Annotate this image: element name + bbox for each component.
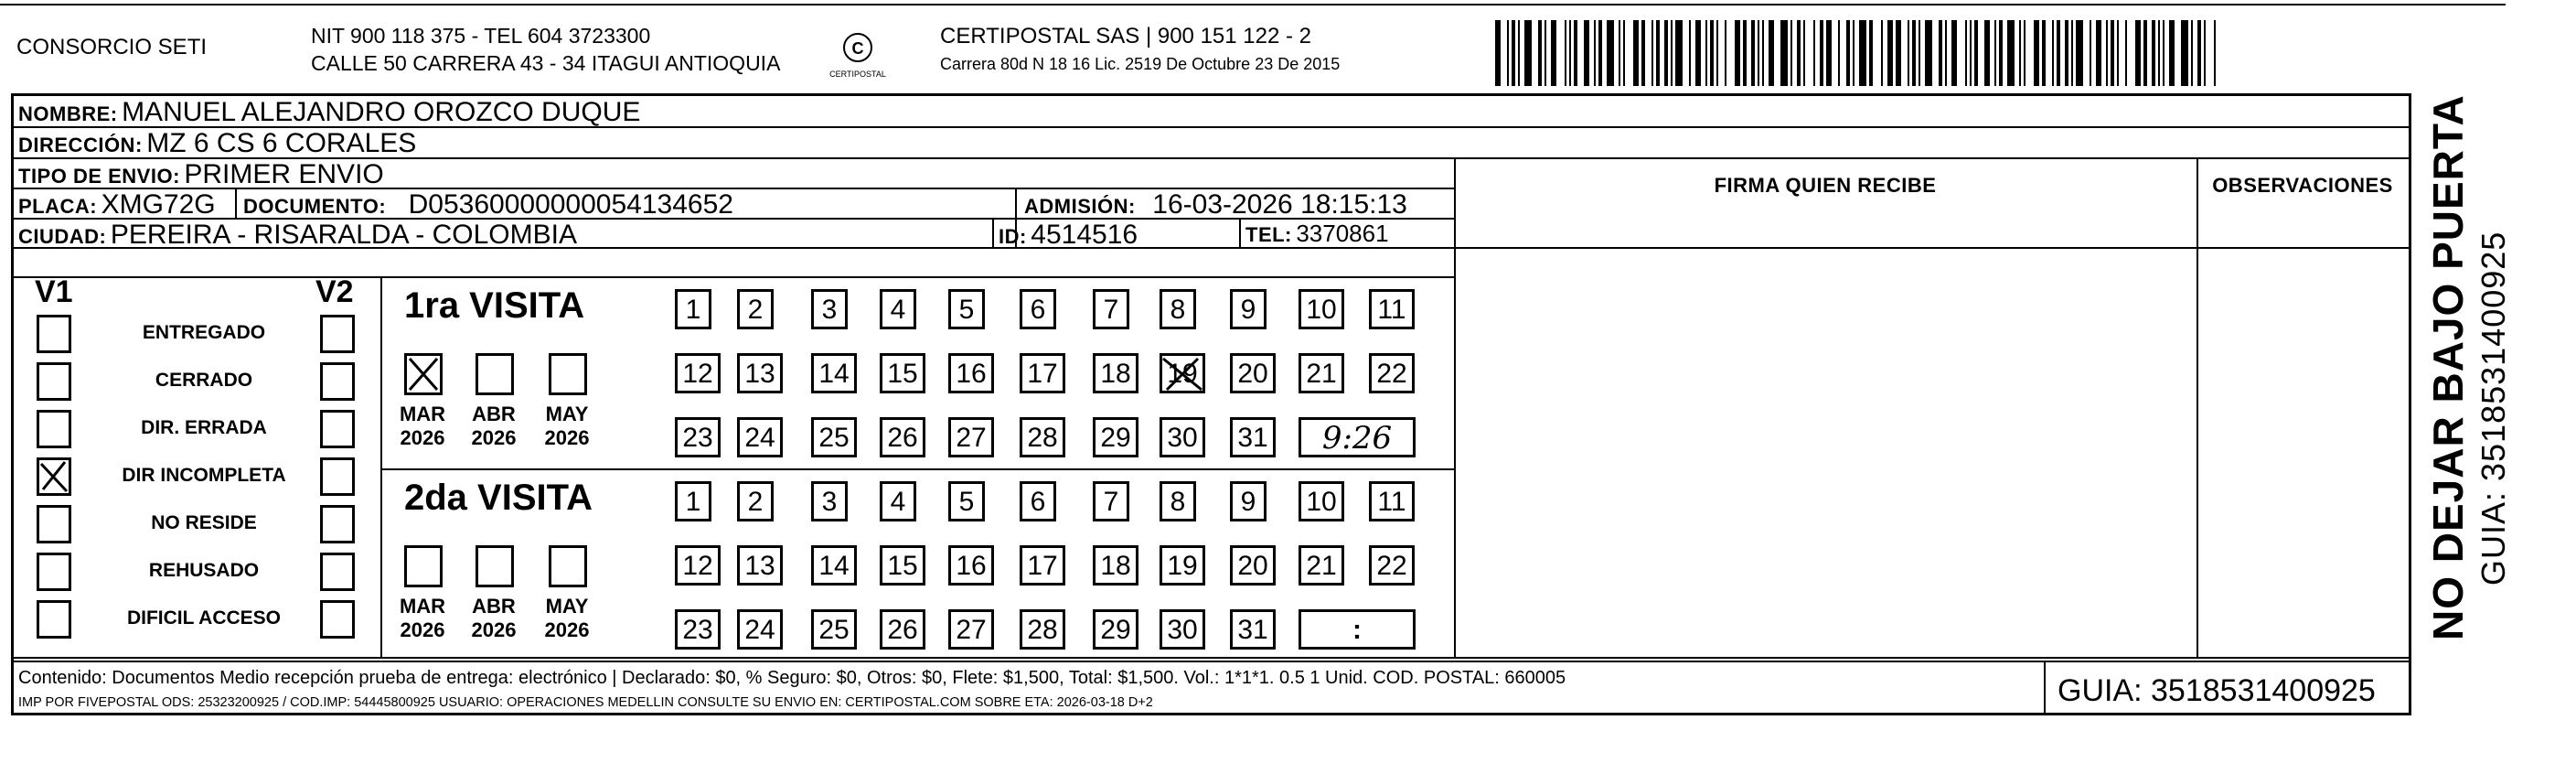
day-box[interactable]: 19 xyxy=(1160,353,1205,393)
row-divider xyxy=(11,661,2411,662)
day-box[interactable]: 6 xyxy=(1020,481,1056,521)
barcode-bar xyxy=(2034,20,2039,86)
v2-status-checkbox[interactable] xyxy=(320,362,355,401)
barcode-bar xyxy=(2090,20,2091,86)
barcode-bar xyxy=(2143,20,2147,86)
time-box[interactable]: 9:26 xyxy=(1299,417,1416,457)
barcode-bar xyxy=(2117,20,2119,86)
barcode-bar xyxy=(1512,20,1515,86)
month-checkbox[interactable] xyxy=(549,545,587,587)
barcode-bar xyxy=(1524,20,1532,86)
barcode-bar xyxy=(1826,20,1832,86)
city-value: PEREIRA - RISARALDA - COLOMBIA xyxy=(110,220,577,250)
barcode-bar xyxy=(1869,20,1873,86)
day-box[interactable]: 12 xyxy=(675,353,721,393)
barcode-bar xyxy=(1623,20,1625,86)
barcode-bar xyxy=(2125,20,2127,86)
barcode-bar xyxy=(1705,20,1707,86)
id-label: ID: xyxy=(999,225,1027,248)
admission-row xyxy=(1024,189,1407,220)
barcode-bar xyxy=(1619,20,1620,86)
day-box[interactable]: 15 xyxy=(880,545,925,586)
day-box[interactable]: 27 xyxy=(948,417,994,457)
barcode-bar xyxy=(2057,20,2060,86)
v2-label: V2 xyxy=(315,274,354,309)
barcode-bar xyxy=(2169,20,2175,86)
visit1-title: 1ra VISITA xyxy=(404,285,585,326)
address-value: MZ 6 CS 6 CORALES xyxy=(146,128,417,158)
name-label: NOMBRE: xyxy=(18,102,118,125)
day-box[interactable]: 31 xyxy=(1230,417,1276,457)
barcode-bar xyxy=(1551,20,1556,86)
address-row xyxy=(18,128,416,159)
barcode-bar xyxy=(1780,20,1788,86)
day-box[interactable]: 2 xyxy=(737,289,774,329)
barcode-bar xyxy=(1735,20,1740,86)
carrier-name: CERTIPOSTAL SAS | 900 151 122 - 2 xyxy=(940,24,1311,48)
day-box[interactable]: 17 xyxy=(1020,353,1065,393)
status-label: ENTREGADO xyxy=(142,322,266,343)
day-box[interactable]: 15 xyxy=(880,353,925,393)
day-box[interactable]: 3 xyxy=(811,289,848,329)
barcode-bar xyxy=(2181,20,2188,86)
status-label: REHUSADO xyxy=(148,560,260,581)
day-box[interactable]: 5 xyxy=(948,481,985,521)
month-checkbox[interactable] xyxy=(476,353,514,395)
day-box[interactable]: 1 xyxy=(675,289,711,329)
barcode-bar xyxy=(1965,20,1967,86)
day-box[interactable]: 20 xyxy=(1230,353,1276,393)
barcode-bar xyxy=(1999,20,2003,86)
day-box[interactable]: 23 xyxy=(675,417,721,457)
month-label xyxy=(466,403,521,450)
day-box[interactable]: 10 xyxy=(1299,289,1344,329)
day-box[interactable]: 12 xyxy=(675,545,721,586)
col-divider xyxy=(992,218,994,247)
day-box[interactable]: 16 xyxy=(948,545,994,586)
admission-value: 16-03-2026 18:15:13 xyxy=(1152,189,1407,220)
month-year: 2026 xyxy=(544,618,590,641)
barcode-bar xyxy=(1925,20,1932,86)
barcode-bar xyxy=(1820,20,1823,86)
day-box[interactable]: 14 xyxy=(811,545,857,586)
v1-status-checkbox[interactable] xyxy=(37,362,71,401)
day-box[interactable]: 23 xyxy=(675,609,721,650)
barcode-bar xyxy=(2163,20,2164,86)
send-type-value: PRIMER ENVIO xyxy=(184,159,384,189)
barcode-bar xyxy=(1689,20,1691,86)
barcode-bar xyxy=(1664,20,1668,86)
day-box[interactable]: 16 xyxy=(948,353,994,393)
barcode-bar xyxy=(1790,20,1792,86)
day-box[interactable]: 28 xyxy=(1020,417,1065,457)
month-checkbox[interactable] xyxy=(476,545,514,587)
month-label xyxy=(395,595,450,642)
day-box[interactable]: 29 xyxy=(1093,609,1138,650)
status-label: DIFICIL ACCESO xyxy=(126,607,281,629)
v2-status-checkbox[interactable] xyxy=(320,600,355,639)
day-box[interactable]: 30 xyxy=(1160,609,1205,650)
barcode-bar xyxy=(1574,20,1577,86)
day-box[interactable]: 22 xyxy=(1369,545,1415,586)
barcode-bar xyxy=(1495,20,1501,86)
barcode-bar xyxy=(1912,20,1916,86)
v1-status-checkbox[interactable] xyxy=(37,457,71,496)
day-box[interactable]: 31 xyxy=(1230,609,1276,650)
day-box[interactable]: 7 xyxy=(1093,289,1129,329)
time-box[interactable]: : xyxy=(1299,609,1416,650)
day-box[interactable]: 27 xyxy=(948,609,994,650)
footer-line2: IMP POR FIVEPOSTAL ODS: 25323200925 / COD.IMP: 54445800925 USUARIO: OPERACIONES MEDELLIN CONSULTE SU ENVIO EN: CERTIPOSTAL.COM SOBRE ETA: 2026-03-18 D+2 xyxy=(18,695,1153,710)
visit-divider xyxy=(380,468,1454,470)
barcode-bar xyxy=(1908,20,1909,86)
barcode-bar xyxy=(1584,20,1589,86)
day-box[interactable]: 1 xyxy=(675,481,711,521)
tel-row xyxy=(1245,220,1389,248)
day-box[interactable]: 21 xyxy=(1299,545,1344,586)
day-box[interactable]: 26 xyxy=(880,417,925,457)
day-box[interactable]: 25 xyxy=(811,417,857,457)
side-notice: NO DEJAR BAJO PUERTA xyxy=(2424,94,2472,640)
status-label: DIR. ERRADA xyxy=(141,417,267,438)
plate-label: PLACA: xyxy=(18,195,98,218)
month-checkbox[interactable] xyxy=(404,545,443,587)
month-checkbox[interactable] xyxy=(549,353,587,395)
barcode-bar xyxy=(1565,20,1566,86)
col-divider xyxy=(1239,218,1241,247)
document-value: D05360000000054134652 xyxy=(408,189,733,220)
day-box[interactable]: 19 xyxy=(1160,545,1205,586)
barcode-bar xyxy=(1607,20,1614,86)
month-name: MAR xyxy=(399,403,446,425)
tel-value: 3370861 xyxy=(1296,220,1389,247)
barcode-bar xyxy=(1853,20,1855,86)
barcode-bar xyxy=(2052,20,2054,86)
day-box[interactable]: 9 xyxy=(1230,481,1267,521)
city-label: CIUDAD: xyxy=(18,225,107,248)
day-box[interactable]: 18 xyxy=(1093,545,1138,586)
barcode-bar xyxy=(1769,20,1774,86)
id-value: 4514516 xyxy=(1031,220,1138,250)
barcode-bar xyxy=(2197,20,2201,86)
v1-status-checkbox[interactable] xyxy=(37,315,71,353)
plate-row xyxy=(18,189,216,220)
barcode-bar xyxy=(2007,20,2015,86)
barcode-bar xyxy=(1651,20,1653,86)
barcode-bar xyxy=(1695,20,1701,86)
day-box[interactable]: 30 xyxy=(1160,417,1205,457)
barcode-bar xyxy=(2096,20,2101,86)
v2-status-checkbox[interactable] xyxy=(320,410,355,448)
barcode-bar xyxy=(1518,20,1520,86)
day-box[interactable]: 18 xyxy=(1093,353,1138,393)
barcode-bar xyxy=(1671,20,1673,86)
barcode-bar xyxy=(1859,20,1866,86)
barcode-bar xyxy=(1656,20,1660,86)
month-label xyxy=(395,403,450,450)
v1-status-checkbox[interactable] xyxy=(37,553,71,591)
barcode-bar xyxy=(1762,20,1764,86)
barcode-bar xyxy=(2071,20,2073,86)
month-year: 2026 xyxy=(400,618,445,641)
admission-label: ADMISIÓN: xyxy=(1024,195,1136,218)
send-type-row xyxy=(18,159,384,190)
day-box[interactable]: 22 xyxy=(1369,353,1415,393)
day-box[interactable]: 11 xyxy=(1369,289,1415,329)
month-label xyxy=(540,403,594,450)
barcode-bar xyxy=(1887,20,1893,86)
v2-status-checkbox[interactable] xyxy=(320,315,355,353)
footer-line1: Contenido: Documentos Medio recepción prueba de entrega: electrónico | Declarado: $0, % Seguro: $0, Otros: $0, Flete: $1,500, Total: $1,500. Vol.: 1*1*1. 0.5 1 Unid. COD. POSTAL: 660005 xyxy=(18,668,1566,688)
barcode-bar xyxy=(1641,20,1645,86)
address-label: DIRECCIÓN: xyxy=(18,134,143,156)
cross-mark-icon xyxy=(1160,353,1207,400)
v2-status-checkbox[interactable] xyxy=(320,505,355,543)
barcode-bar xyxy=(1945,20,1947,86)
barcode-bar xyxy=(2019,20,2021,86)
status-label: NO RESIDE xyxy=(151,512,257,533)
logo-text: CERTIPOSTAL xyxy=(829,70,886,79)
col-divider xyxy=(2197,157,2198,657)
day-box[interactable]: 4 xyxy=(880,289,916,329)
col-divider xyxy=(380,276,382,657)
name-value: MANUEL ALEJANDRO OROZCO DUQUE xyxy=(122,97,641,127)
svg-text:C: C xyxy=(851,39,864,58)
barcode-bar xyxy=(1970,20,1972,86)
barcode-bar xyxy=(1813,20,1815,86)
barcode xyxy=(1495,20,2227,86)
day-box[interactable]: 7 xyxy=(1093,481,1129,521)
barcode-bar xyxy=(1743,20,1747,86)
month-name: ABR xyxy=(472,595,516,618)
day-box[interactable]: 6 xyxy=(1020,289,1056,329)
barcode-bar xyxy=(2158,20,2160,86)
barcode-bar xyxy=(2191,20,2193,86)
observations-header: OBSERVACIONES xyxy=(2212,174,2393,197)
barcode-bar xyxy=(2065,20,2068,86)
barcode-bar xyxy=(1569,20,1571,86)
barcode-bar xyxy=(2106,20,2108,86)
day-box[interactable]: 2 xyxy=(737,481,774,521)
barcode-bar xyxy=(1538,20,1542,86)
barcode-bar xyxy=(1507,20,1509,86)
status-label: DIR INCOMPLETA xyxy=(122,465,286,486)
month-label xyxy=(466,595,521,642)
send-type-label: TIPO DE ENVIO: xyxy=(18,165,180,188)
barcode-bar xyxy=(1716,20,1718,86)
day-box[interactable]: 21 xyxy=(1299,353,1344,393)
barcode-bar xyxy=(1974,20,1978,86)
barcode-bar xyxy=(2076,20,2083,86)
day-box[interactable]: 8 xyxy=(1160,481,1196,521)
month-name: ABR xyxy=(472,403,516,425)
document-label: DOCUMENTO: xyxy=(243,195,387,218)
barcode-bar xyxy=(2152,20,2155,86)
day-box[interactable]: 8 xyxy=(1160,289,1196,329)
footer-guide: GUIA: 3518531400925 xyxy=(2058,673,2376,708)
day-box[interactable]: 26 xyxy=(880,609,925,650)
sender-address: CALLE 50 CARRERA 43 - 34 ITAGUI ANTIOQUIA xyxy=(311,51,781,75)
barcode-bar xyxy=(1758,20,1759,86)
day-box[interactable]: 24 xyxy=(737,609,783,650)
barcode-bar xyxy=(1545,20,1546,86)
top-rule xyxy=(0,4,2506,5)
plate-value: XMG72G xyxy=(101,189,216,220)
barcode-bar xyxy=(1994,20,1996,86)
v1-status-checkbox[interactable] xyxy=(37,600,71,639)
document-row xyxy=(243,189,733,220)
name-row xyxy=(18,97,640,128)
id-row xyxy=(999,220,1138,251)
row-divider xyxy=(11,657,2411,659)
day-box[interactable]: 28 xyxy=(1020,609,1065,650)
v2-status-checkbox[interactable] xyxy=(320,553,355,591)
barcode-bar xyxy=(1594,20,1596,86)
barcode-bar xyxy=(1919,20,1920,86)
barcode-bar xyxy=(1710,20,1714,86)
day-box[interactable]: 4 xyxy=(880,481,916,521)
day-box[interactable]: 29 xyxy=(1093,417,1138,457)
barcode-bar xyxy=(2214,20,2216,86)
visit2-title: 2da VISITA xyxy=(404,478,593,518)
v1-status-checkbox[interactable] xyxy=(37,505,71,543)
city-row xyxy=(18,220,577,251)
day-box[interactable]: 13 xyxy=(737,545,783,586)
month-name: MAY xyxy=(545,403,589,425)
certipostal-logo xyxy=(821,29,894,84)
barcode-bar xyxy=(2024,20,2026,86)
day-box[interactable]: 3 xyxy=(811,481,848,521)
sender-name: CONSORCIO SETI xyxy=(16,35,208,59)
month-year: 2026 xyxy=(400,426,445,449)
signature-header: FIRMA QUIEN RECIBE xyxy=(1714,174,1937,197)
month-label xyxy=(540,595,594,642)
barcode-bar xyxy=(1838,20,1840,86)
day-box[interactable]: 5 xyxy=(948,289,985,329)
barcode-bar xyxy=(1951,20,1957,86)
month-name: MAR xyxy=(399,595,446,618)
barcode-bar xyxy=(1939,20,1942,86)
barcode-bar xyxy=(2042,20,2046,86)
month-checkbox[interactable] xyxy=(404,353,443,395)
barcode-bar xyxy=(1896,20,1901,86)
day-box[interactable]: 11 xyxy=(1369,481,1415,521)
v2-status-checkbox[interactable] xyxy=(320,457,355,496)
month-name: MAY xyxy=(545,595,589,618)
col-divider xyxy=(235,188,237,218)
barcode-bar xyxy=(2204,20,2206,86)
v1-status-checkbox[interactable] xyxy=(37,410,71,448)
barcode-bar xyxy=(2135,20,2141,86)
day-box[interactable]: 13 xyxy=(737,353,783,393)
day-box[interactable]: 10 xyxy=(1299,481,1344,521)
barcode-bar xyxy=(1598,20,1602,86)
barcode-bar xyxy=(1846,20,1850,86)
barcode-bar xyxy=(1725,20,1726,86)
barcode-bar xyxy=(1675,20,1683,86)
day-box[interactable]: 24 xyxy=(737,417,783,457)
carrier-license: Carrera 80d N 18 16 Lic. 2519 De Octubre 23 De 2015 xyxy=(940,55,1341,73)
barcode-bar xyxy=(1803,20,1805,86)
barcode-bar xyxy=(1797,20,1801,86)
sender-nit: NIT 900 118 375 - TEL 604 3723300 xyxy=(311,24,651,48)
col-divider xyxy=(2044,661,2046,715)
day-box[interactable]: 9 xyxy=(1230,289,1267,329)
barcode-bar xyxy=(1984,20,1990,86)
day-box[interactable]: 17 xyxy=(1020,545,1065,586)
barcode-bar xyxy=(1881,20,1883,86)
day-box[interactable]: 20 xyxy=(1230,545,1276,586)
month-year: 2026 xyxy=(471,426,517,449)
col-divider xyxy=(1454,157,1456,657)
tel-label: TEL: xyxy=(1245,223,1292,246)
v1-label: V1 xyxy=(35,274,73,309)
month-year: 2026 xyxy=(471,618,517,641)
month-year: 2026 xyxy=(544,426,590,449)
side-guide: GUIA: 3518531400925 xyxy=(2474,231,2512,586)
barcode-bar xyxy=(1633,20,1639,86)
day-box[interactable]: 14 xyxy=(811,353,857,393)
row-divider xyxy=(11,276,1454,278)
status-label: CERRADO xyxy=(155,370,253,391)
barcode-bar xyxy=(2111,20,2114,86)
day-box[interactable]: 25 xyxy=(811,609,857,650)
barcode-bar xyxy=(1751,20,1755,86)
